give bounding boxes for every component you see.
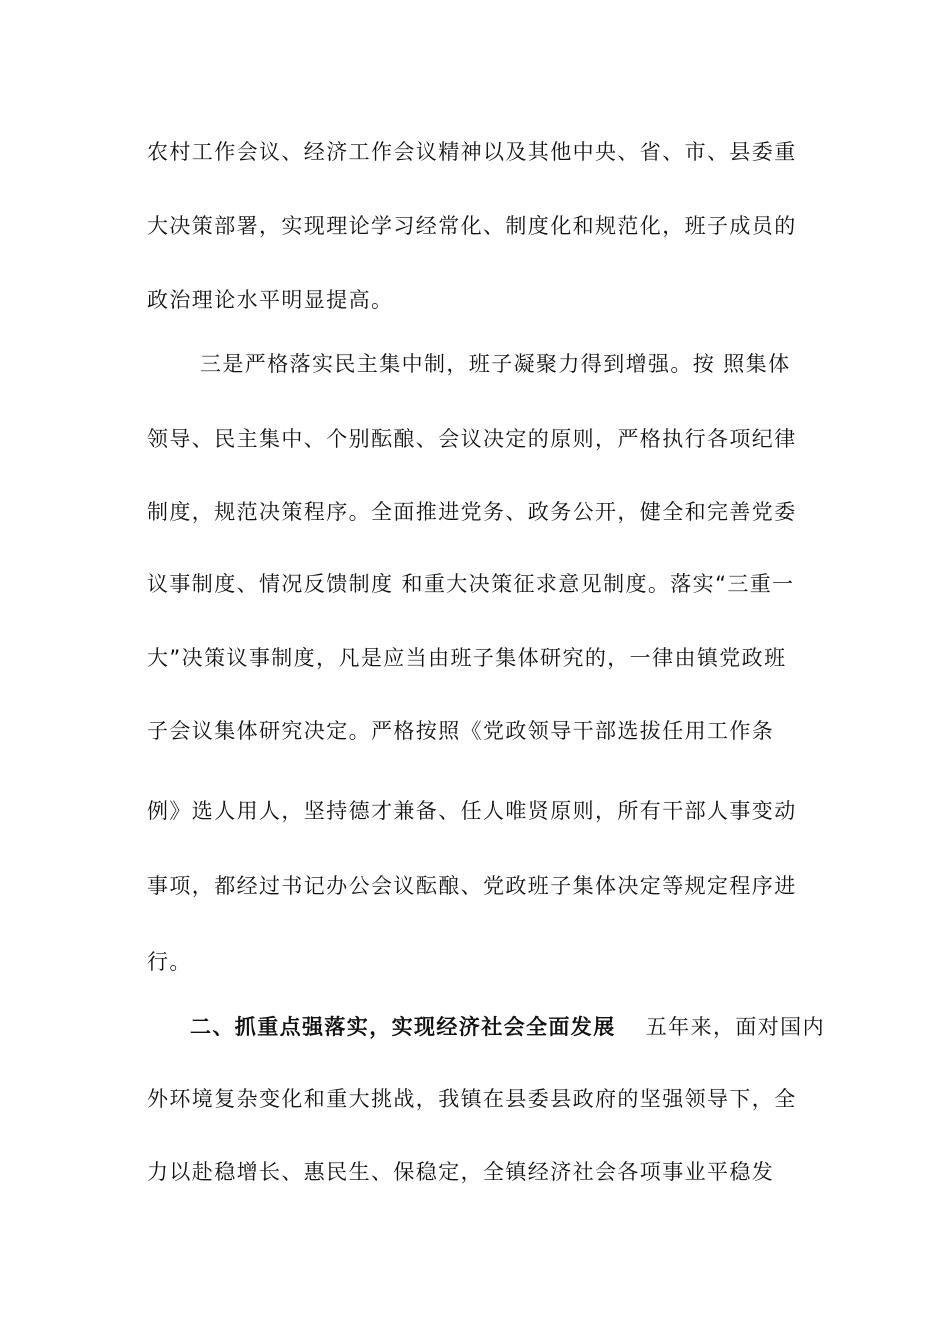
text-line: 行。 (147, 950, 192, 974)
text-line: 外环境复杂变化和重大挑战，我镇在县委县政府的坚强领导下，全 (147, 1087, 797, 1111)
text-line: 例》选人用人，坚持德才兼备、任人唯贤原则，所有干部人事变动 (147, 799, 797, 823)
text-line: 议事制度、情况反馈制度 和重大决策征求意见制度。落实“三重一 (147, 572, 795, 596)
text-line: 农村工作会议、经济工作会议精神以及其他中央、省、市、县委重 (147, 140, 797, 164)
section-heading: 二、抓重点强落实，实现经济社会全面发展 (190, 1015, 616, 1039)
text-line: 三是严格落实民主集中制，班子凝聚力得到增强。按 照集体 (200, 352, 791, 376)
heading-continuation: 五年来，面对国内 (645, 1015, 825, 1039)
text-line: 子会议集体研究决定。严格按照《党政领导干部选拔任用工作条 (147, 719, 775, 743)
text-line: 力以赴稳增长、惠民生、保稳定，全镇经济社会各项事业平稳发 (147, 1160, 775, 1184)
text-line: 大”决策议事制度，凡是应当由班子集体研究的，一律由镇党政班 (147, 646, 787, 670)
section-heading-line (190, 1013, 825, 1041)
text-line: 大决策部署，实现理论学习经常化、制度化和规范化，班子成员的 (147, 214, 797, 238)
text-line: 制度，规范决策程序。全面推进党务、政务公开，健全和完善党委 (147, 500, 797, 524)
text-line: 政治理论水平明显提高。 (147, 288, 394, 312)
text-line: 领导、民主集中、个别酝酿、会议决定的原则，严格执行各项纪律 (147, 427, 797, 451)
text-line: 事项，都经过书记办公会议酝酿、党政班子集体决定等规定程序进 (147, 874, 797, 898)
